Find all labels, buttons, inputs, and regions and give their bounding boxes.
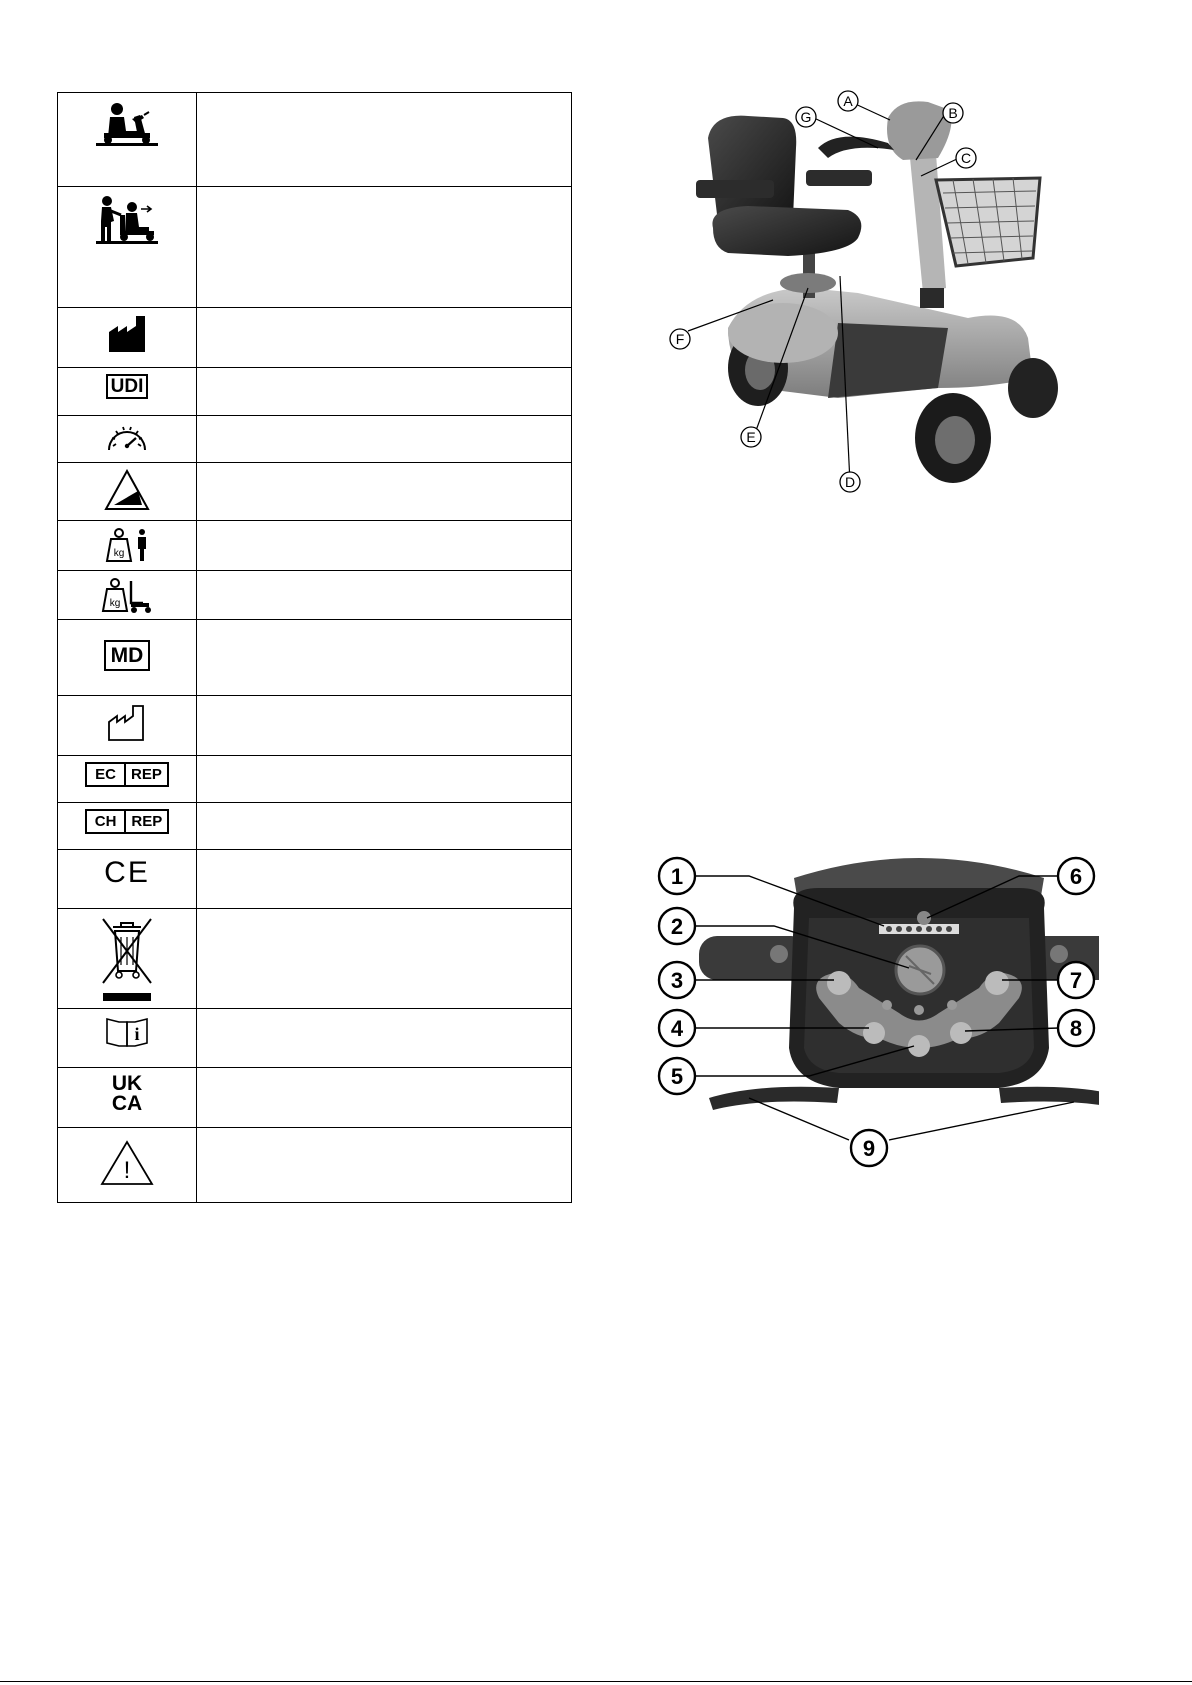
scooter-rider-icon <box>58 93 196 149</box>
controller-photo <box>699 858 1099 1110</box>
table-row <box>58 1068 572 1128</box>
user-weight-icon <box>58 521 196 563</box>
table-row <box>58 756 572 803</box>
table-row <box>58 571 572 620</box>
symbol-cell <box>58 696 197 756</box>
svg-text:E: E <box>746 429 756 445</box>
description-cell <box>197 93 572 187</box>
callout-g <box>796 107 816 127</box>
uk-text: UK <box>111 1072 143 1095</box>
symbol-cell <box>58 521 197 571</box>
svg-text:7: 7 <box>1069 968 1083 993</box>
callout-b <box>943 103 963 123</box>
svg-text:A: A <box>843 93 853 109</box>
svg-text:kg: kg <box>113 548 125 559</box>
callout-8 <box>1058 1010 1094 1046</box>
symbol-cell <box>58 93 197 187</box>
weee-bin-icon <box>58 909 196 1001</box>
callout-2 <box>659 908 695 944</box>
table-row <box>58 1128 572 1203</box>
description-cell <box>197 187 572 308</box>
table-row <box>58 416 572 463</box>
description-cell <box>197 463 572 521</box>
svg-text:B: B <box>948 105 958 121</box>
table-row <box>58 803 572 850</box>
callout-5 <box>659 1058 695 1094</box>
symbol-cell <box>58 756 197 803</box>
description-cell <box>197 1009 572 1068</box>
table-row <box>58 308 572 368</box>
description-cell <box>197 1128 572 1203</box>
date-of-manufacture-icon <box>58 696 196 742</box>
callout-c <box>956 148 976 168</box>
callout-7 <box>1058 962 1094 998</box>
callout-6 <box>1058 858 1094 894</box>
table-row <box>58 850 572 909</box>
svg-text:1: 1 <box>670 864 684 889</box>
table-row <box>58 93 572 187</box>
svg-text:2: 2 <box>670 914 684 939</box>
svg-text:5: 5 <box>670 1064 684 1089</box>
svg-text:6: 6 <box>1069 864 1083 889</box>
callout-1 <box>659 858 695 894</box>
description-cell <box>197 696 572 756</box>
svg-text:C: C <box>960 150 972 166</box>
page-bottom-rule <box>0 1681 1192 1682</box>
svg-text:3: 3 <box>670 968 684 993</box>
table-row <box>58 1009 572 1068</box>
description-cell <box>197 521 572 571</box>
description-cell <box>197 1068 572 1128</box>
ch-text: CH <box>94 813 117 830</box>
description-cell <box>197 416 572 463</box>
callout-4 <box>659 1010 695 1046</box>
svg-text:D: D <box>844 474 856 490</box>
svg-text:F: F <box>675 331 685 347</box>
rep-text: REP <box>124 764 167 785</box>
callout-f <box>670 329 690 349</box>
md-text: MD <box>104 640 151 671</box>
description-cell <box>197 756 572 803</box>
symbol-cell <box>58 803 197 850</box>
symbol-cell <box>58 620 197 696</box>
manufacturer-icon <box>58 308 196 354</box>
table-row <box>58 463 572 521</box>
svg-text:!: ! <box>123 1157 131 1184</box>
svg-text:4: 4 <box>670 1016 684 1041</box>
warning-icon <box>58 1128 196 1186</box>
symbol-cell <box>58 368 197 416</box>
ce-text: CE <box>104 856 150 889</box>
scooter-figure <box>668 88 1108 498</box>
symbol-cell <box>58 850 197 909</box>
controller-figure <box>657 848 1099 1170</box>
description-cell <box>197 571 572 620</box>
ukca-mark-icon <box>58 1068 196 1114</box>
symbol-cell <box>58 308 197 368</box>
symbol-cell <box>58 416 197 463</box>
svg-text:9: 9 <box>862 1136 876 1161</box>
table-row <box>58 620 572 696</box>
rep-text: REP <box>124 811 167 832</box>
ec-text: EC <box>95 766 116 783</box>
table-row <box>58 696 572 756</box>
callout-d <box>840 472 860 492</box>
symbol-cell <box>58 1068 197 1128</box>
description-cell <box>197 850 572 909</box>
svg-text:8: 8 <box>1069 1016 1083 1041</box>
ce-mark-icon <box>58 850 196 890</box>
svg-text:i: i <box>134 1024 140 1044</box>
medical-device-icon <box>58 620 196 671</box>
symbol-cell <box>58 909 197 1009</box>
symbol-cell <box>58 1128 197 1203</box>
description-cell <box>197 308 572 368</box>
table-row <box>58 187 572 308</box>
table-row <box>58 521 572 571</box>
slope-icon <box>58 463 196 511</box>
svg-text:G: G <box>800 109 812 125</box>
callout-a <box>838 91 858 111</box>
description-cell <box>197 803 572 850</box>
svg-text:kg: kg <box>109 598 121 609</box>
scooter-attendant-icon <box>58 187 196 247</box>
total-weight-icon <box>58 571 196 615</box>
callout-9 <box>851 1130 887 1166</box>
callout-e <box>741 427 761 447</box>
symbol-cell <box>58 187 197 308</box>
symbol-cell <box>58 463 197 521</box>
ca-text: CA <box>111 1092 143 1115</box>
symbol-table <box>57 92 572 1203</box>
symbol-cell <box>58 1009 197 1068</box>
table-row <box>58 909 572 1009</box>
callout-3 <box>659 962 695 998</box>
description-cell <box>197 620 572 696</box>
symbol-cell <box>58 571 197 620</box>
speedometer-icon <box>58 416 196 452</box>
instructions-icon <box>58 1009 196 1049</box>
udi-text: UDI <box>106 374 149 399</box>
scooter-photo <box>696 101 1058 483</box>
udi-icon <box>58 368 196 399</box>
ec-rep-icon <box>58 756 196 787</box>
description-cell <box>197 909 572 1009</box>
description-cell <box>197 368 572 416</box>
table-row <box>58 368 572 416</box>
ch-rep-icon <box>58 803 196 834</box>
